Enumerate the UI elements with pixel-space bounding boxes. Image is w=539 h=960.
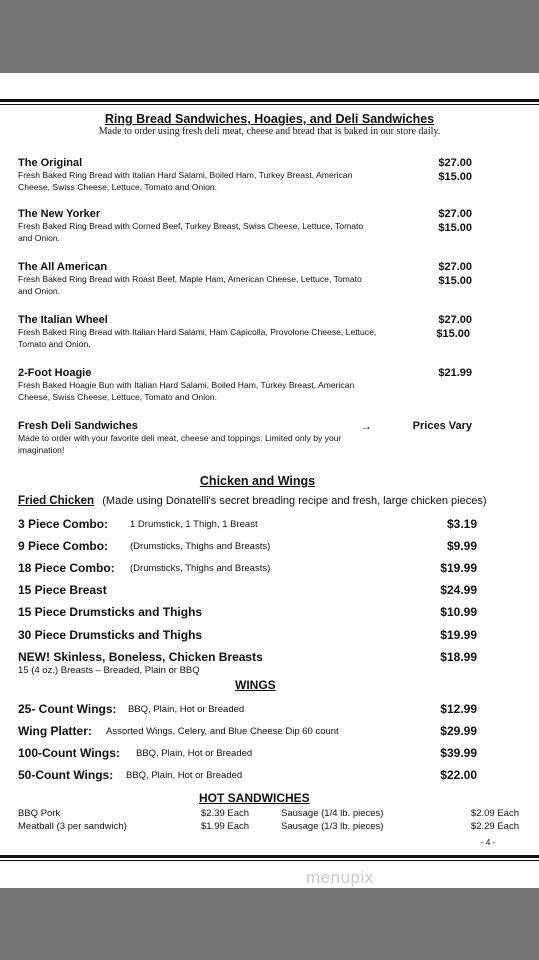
item-name: 50-Count Wings: xyxy=(18,768,114,782)
bottom-rule xyxy=(0,855,539,858)
item-price: $18.99 xyxy=(440,650,477,664)
item-price-large: $21.99 xyxy=(438,367,472,379)
item-price: $29.99 xyxy=(440,724,477,738)
top-rule xyxy=(0,99,539,102)
item-name: 100-Count Wings: xyxy=(18,746,120,760)
bottom-rule-thin xyxy=(0,860,539,861)
item-note: 1 Drumstick, 1 Thigh, 1 Breast xyxy=(130,519,258,530)
item-name: 2-Foot Hoagie xyxy=(18,367,92,379)
item-price: $2.39 Each xyxy=(201,808,250,819)
item-name: 15 Piece Drumsticks and Thighs xyxy=(18,605,203,619)
item-price-large: $27.00 xyxy=(438,208,472,220)
item-name: 18 Piece Combo: xyxy=(18,561,115,575)
watermark-logo: menupix xyxy=(306,868,374,887)
item-name: Sausage (1/4 lb. pieces) xyxy=(281,808,384,819)
fried-chicken-line xyxy=(18,495,487,507)
item-name: The Original xyxy=(18,157,83,169)
item-name: NEW! Skinless, Boneless, Chicken Breasts xyxy=(18,650,263,664)
item-name: 30 Piece Drumsticks and Thighs xyxy=(18,628,203,642)
item-name: The New Yorker xyxy=(18,208,101,220)
item-price-small: $15.00 xyxy=(436,328,470,340)
item-description: Fresh Baked Ring Bread with Roast Beef, Maple Ham, American Cheese, Lettuce, Tomato and Onion. xyxy=(18,274,362,296)
section-title: Ring Bread Sandwiches, Hoagies, and Deli Sandwiches xyxy=(104,112,435,126)
item-note: Assorted Wings, Celery, and Blue Cheese Dip 60 count xyxy=(106,726,339,737)
fried-chicken-note: (Made using Donatelli's secret breading recipe and fresh, large chicken pieces) xyxy=(102,495,487,507)
item-note: BBQ, Plain, Hot or Breaded xyxy=(128,704,245,715)
item-name: BBQ Pork xyxy=(18,808,61,819)
item-price-large: $27.00 xyxy=(438,314,472,326)
item-name: 15 Piece Breast xyxy=(18,583,107,597)
item-name: Wing Platter: xyxy=(18,724,92,738)
item-name: The All American xyxy=(18,261,108,273)
item-price-small: $15.00 xyxy=(438,275,472,287)
item-price-small: $15.00 xyxy=(438,171,472,183)
menu-page xyxy=(0,73,539,888)
arrow-right-icon: → xyxy=(360,419,372,433)
item-name: Fresh Deli Sandwiches xyxy=(18,420,138,432)
item-price: Prices Vary xyxy=(412,420,472,432)
item-name: The Italian Wheel xyxy=(18,314,108,326)
item-description: Fresh Baked Hoagie Bun with Italian Hard Salami, Boiled Ham, Turkey Breast, American Cheese, Swiss Cheese, Lettuce, Tomato and Onion. xyxy=(18,380,355,402)
page-number: - 4 - xyxy=(481,838,496,847)
item-price: $39.99 xyxy=(440,746,477,760)
top-rule-thin xyxy=(0,104,539,105)
item-description: Made to order with your favorite deli meat, cheese and toppings. Limited only by your imagination! xyxy=(18,433,342,455)
item-note: (Drumsticks, Thighs and Breasts) xyxy=(130,541,271,552)
item-name: 25- Count Wings: xyxy=(18,702,117,716)
item-price-small: $15.00 xyxy=(438,222,472,234)
item-price: $12.99 xyxy=(440,702,477,716)
item-price: $10.99 xyxy=(440,605,477,619)
chicken-section-title: Chicken and Wings xyxy=(199,474,316,488)
hot-sandwiches-title: HOT SANDWICHES xyxy=(199,791,310,805)
item-description: Fresh Baked Ring Bread with Corned Beef, Turkey Breast, Swiss Cheese, Lettuce, Tomato and Onion. xyxy=(18,221,364,243)
item-description: Fresh Baked Ring Bread with Italian Hard Salami, Ham Capicolla, Provolone Cheese, Lettuce, Tomato and Onion. xyxy=(18,327,377,349)
item-description: Fresh Baked Ring Bread with Italian Hard Salami, Boiled Ham, Turkey Breast, American Cheese, Swiss Cheese, Lettuce, Tomato and Onion. xyxy=(18,170,353,192)
fried-chicken-label: Fried Chicken xyxy=(18,495,95,507)
item-price: $22.00 xyxy=(440,768,477,782)
item-note: BBQ, Plain, Hot or Breaded xyxy=(136,748,253,759)
item-price: $19.99 xyxy=(440,628,477,642)
item-note: (Drumsticks, Thighs and Breasts) xyxy=(130,563,271,574)
item-price: $3.19 xyxy=(446,517,477,531)
item-price: $9.99 xyxy=(446,539,477,553)
item-price: $1.99 Each xyxy=(201,821,250,832)
item-price: $24.99 xyxy=(440,583,477,597)
item-name: 9 Piece Combo: xyxy=(18,539,109,553)
item-note: BBQ, Plain, Hot or Breaded xyxy=(126,770,243,781)
wings-section-title: WINGS xyxy=(235,678,276,692)
item-price: $19.99 xyxy=(440,561,477,575)
item-name: 3 Piece Combo: xyxy=(18,517,109,531)
item-name: Meatball (3 per sandwich) xyxy=(18,821,127,832)
item-price-large: $27.00 xyxy=(438,157,472,169)
item-note: 15 (4 oz.) Breasts – Breaded, Plain or BBQ xyxy=(18,665,200,676)
item-price: $2.29 Each xyxy=(470,821,519,832)
item-price: $2.09 Each xyxy=(470,808,519,819)
item-name: Sausage (1/3 lb. pieces) xyxy=(281,821,384,832)
section-subtitle: Made to order using fresh deli meat, cheese and bread that is baked in our store daily. xyxy=(98,126,441,137)
item-price-large: $27.00 xyxy=(438,261,472,273)
